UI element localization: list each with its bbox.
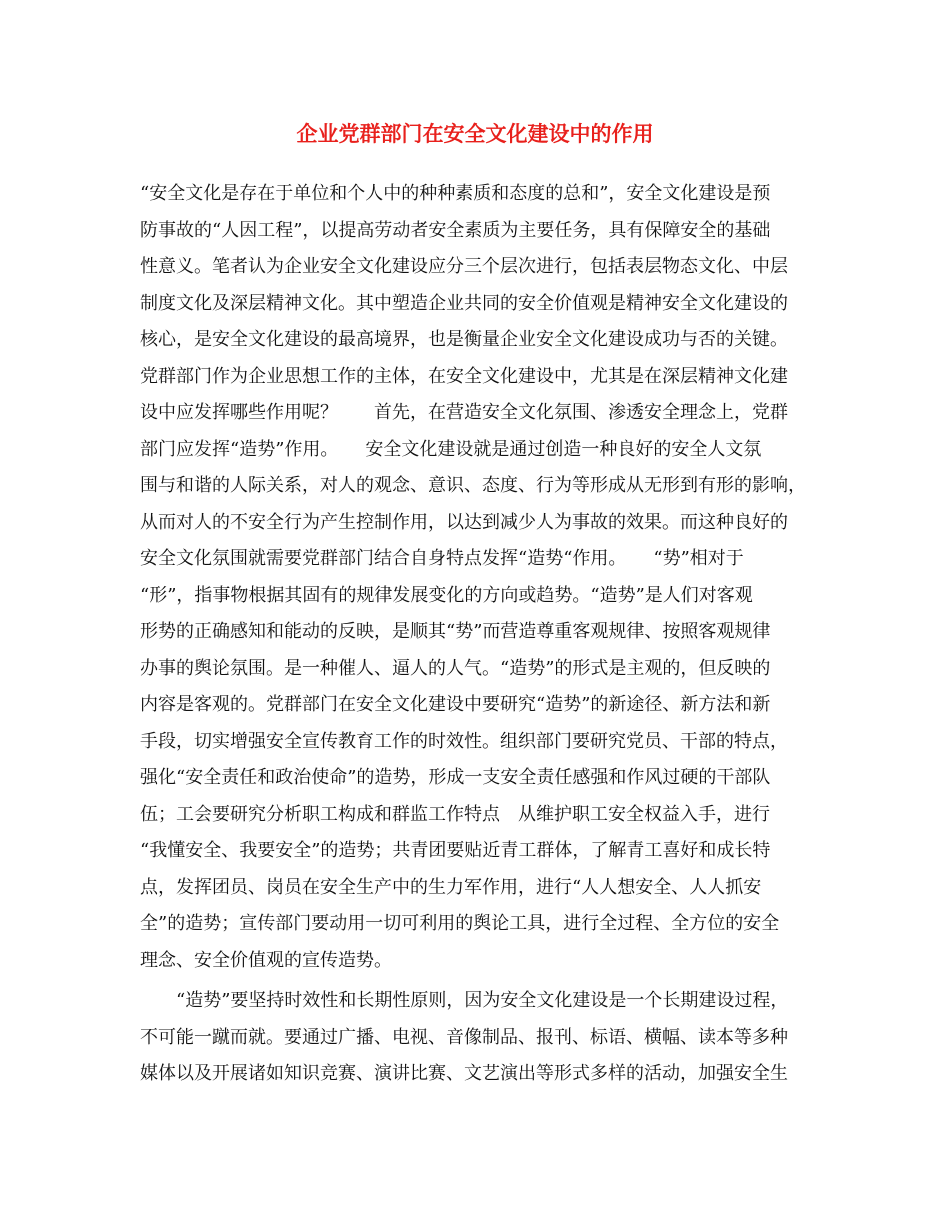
body-line: “造势”要坚持时效性和长期性原则，因为安全文化建设是一个长期建设过程，	[140, 990, 789, 1011]
body-line: “我懂安全、我要安全”的造势；共青团要贴近青工群体，了解青工喜好和成长特	[140, 840, 771, 861]
body-line: 性意义。笔者认为企业安全文化建设应分三个层次进行，包括表层物态文化、中层	[140, 256, 788, 277]
body-line: 全”的造势；宣传部门要动用一切可利用的舆论工具，进行全过程、全方位的安全	[140, 913, 780, 934]
body-line: 党群部门作为企业思想工作的主体，在安全文化建设中，尤其是在深层精神文化建	[140, 365, 788, 387]
body-line: 不可能一蹴而就。要通过广播、电视、音像制品、报刊、标语、横幅、读本等多种	[140, 1026, 788, 1048]
body-line: 办事的舆论氛围。是一种催人、逼人的人气。“造势”的形式是主观的，但反映的	[140, 657, 771, 679]
body-line: 强化“安全责任和政治使命”的造势，形成一支安全责任感强和作风过硬的干部队	[140, 767, 771, 788]
body-line: 媒体以及开展诸如知识竞赛、演讲比赛、文艺演出等形式多样的活动，加强安全生	[140, 1063, 788, 1084]
document-body	[140, 176, 822, 1093]
document-title: 企业党群部门在安全文化建设中的作用	[296, 121, 654, 146]
body-line: 内容是客观的。党群部门在安全文化建设中要研究“造势”的新途径、新方法和新	[140, 694, 771, 715]
body-line: 形势的正确感知和能动的反映，是顺其“势”而营造尊重客观规律、按照客观规律	[140, 621, 771, 642]
body-line: 从而对人的不安全行为产生控制作用，以达到减少人为事故的效果。而这种良好的	[140, 511, 788, 533]
body-line: 手段，切实增强安全宣传教育工作的时效性。组织部门要研究党员、干部的特点，	[140, 730, 788, 752]
body-line: 制度文化及深层精神文化。其中塑造企业共同的安全价值观是精神安全文化建设的	[140, 292, 788, 314]
body-line: 伍；工会要研究分析职工构成和群监工作特点 从维护职工安全权益入手，进行	[140, 803, 770, 825]
body-line: 安全文化氛围就需要党群部门结合自身特点发挥“造势“作用。 “势”相对于	[140, 548, 744, 569]
body-line: 设中应发挥哪些作用呢？ 首先，在营造安全文化氛围、渗透安全理念上，党群	[140, 402, 788, 423]
body-line: 点，发挥团员、岗员在安全生产中的生力军作用，进行“人人想安全、人人抓安	[140, 876, 762, 898]
body-line: “安全文化是存在于单位和个人中的种种素质和态度的总和”，安全文化建设是预	[140, 183, 771, 204]
body-line: 围与和谐的人际关系，对人的观念、意识、态度、行为等形成从无形到有形的影响，	[140, 475, 806, 496]
body-line: 理念、安全价值观的宣传造势。	[140, 949, 392, 971]
body-line: 核心，是安全文化建设的最高境界，也是衡量企业安全文化建设成功与否的关键。	[140, 329, 788, 350]
body-line: 防事故的“人因工程”，以提高劳动者安全素质为主要任务，具有保障安全的基础	[140, 219, 771, 241]
body-line: 部门应发挥“造势”作用。 安全文化建设就是通过创造一种良好的安全人文氛	[140, 438, 762, 460]
body-line: “形”，指事物根据其固有的规律发展变化的方向或趋势。“造势”是人们对客观	[140, 584, 753, 606]
